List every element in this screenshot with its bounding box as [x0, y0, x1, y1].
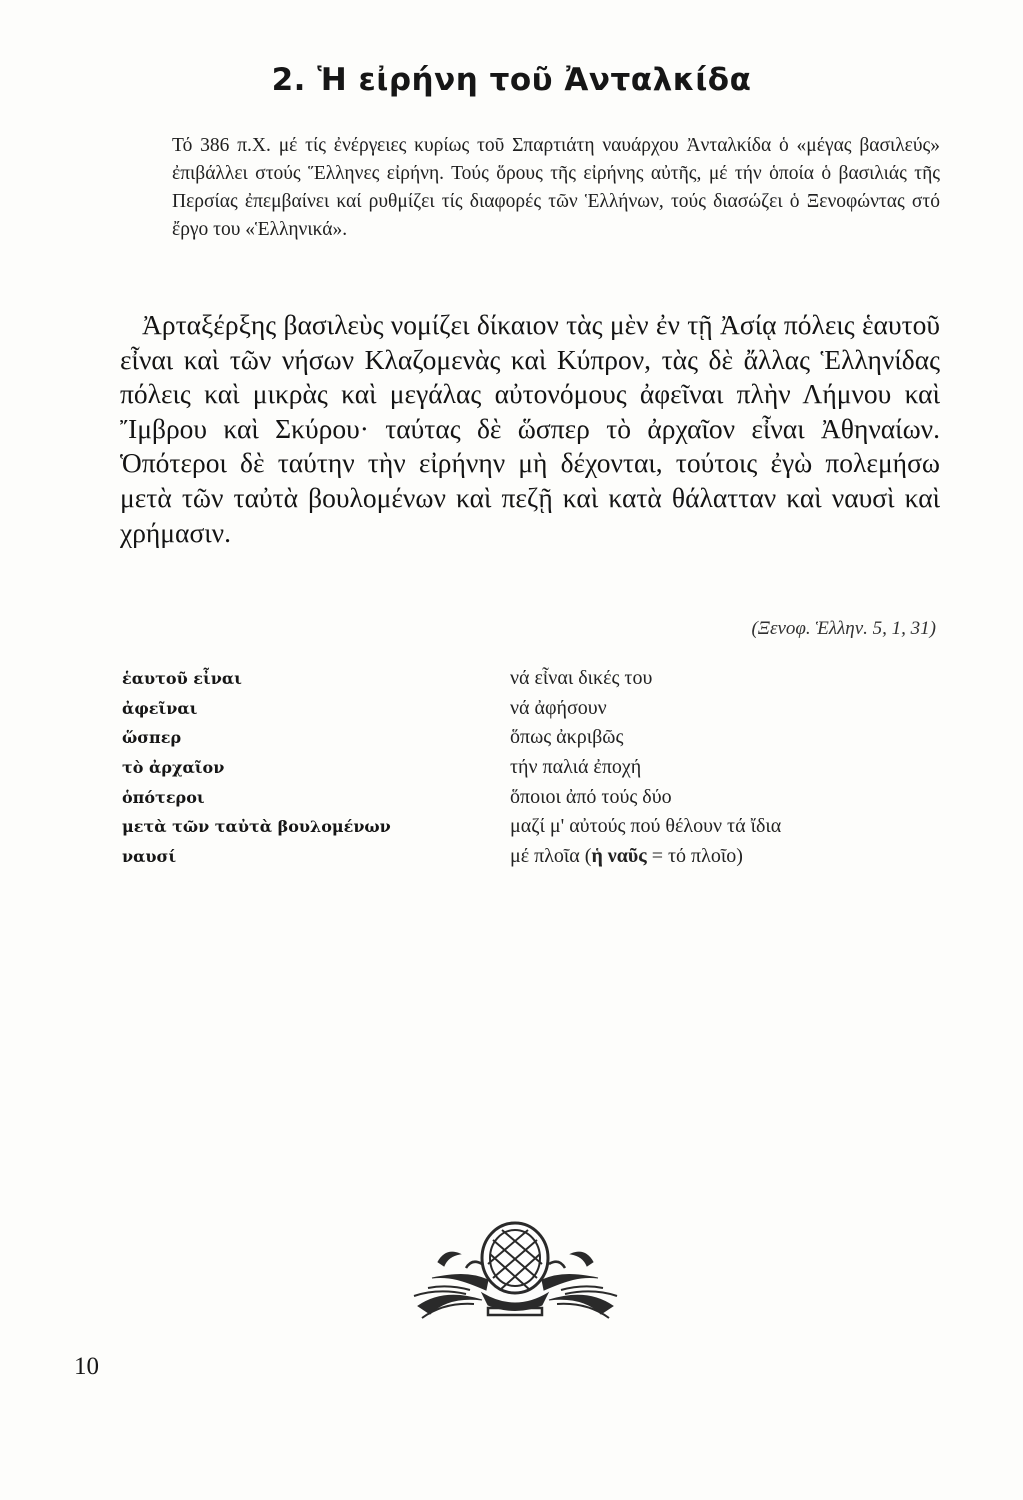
source-citation: (Ξενοφ. Ἑλλην. 5, 1, 31) [751, 618, 936, 639]
glossary-meaning: ὅπως ἀκριβῶς [510, 726, 624, 749]
decorative-ornament-icon [408, 1218, 623, 1330]
glossary-term: ἀφεῖναι [122, 698, 198, 718]
glossary-meaning: νά εἶναι δικές του [510, 667, 653, 689]
glossary-meaning: τήν παλιά ἐποχή [510, 756, 642, 779]
intro-paragraph: Τό 386 π.Χ. μέ τίς ἐνέργειες κυρίως τοῦ Σπαρτιάτη ναυάρχου Ἀνταλκίδα ὁ «μέγας βασιλεύς» ἐπιβάλλει στούς Ἕλληνες εἰρήνη. Τούς ὅρους τῆς εἰρήνης αὐτῆς, μέ τήν ὁποία ὁ βασιλιάς τῆς Περσίας ἐπεμβαίνει καί ρυθμίζει τίς διαφορές τῶν Ἑλλήνων, τούς διασώζει ὁ Ξενοφώντας στό ἔργο του «Ἑλληνικά». [172, 135, 940, 240]
passage-text: Ἀρταξέρξης βασιλεὺς νομίζει δίκαιον τὰς μὲν ἐν τῇ Ἀσίᾳ πόλεις ἑαυτοῦ εἶναι καὶ τῶν νήσων Κλαζομενὰς καὶ Κύπρον, τὰς δὲ ἄλλας Ἑλληνίδας πόλεις καὶ μικρὰς καὶ μεγάλας αὐτονόμους ἀφεῖναι πλὴν Λήμνου καὶ Ἴμβρου καὶ Σκύρου· ταύτας δὲ ὥσπερ τὸ ἀρχαῖον εἶναι Ἀθηναίων. Ὁπότεροι δὲ ταύτην τὴν εἰρήνην μὴ δέχονται, τούτοις ἐγὼ πολεμήσω μετὰ τῶν ταὐτὰ βουλομένων καὶ πεζῇ καὶ κατὰ θάλατταν καὶ ναυσὶ καὶ χρήμασιν. [120, 309, 940, 548]
glossary-term: ὥσπερ [122, 728, 182, 748]
glossary-meaning-bold: ἡ ναῦς [591, 845, 647, 868]
glossary-meaning [510, 842, 781, 872]
glossary-terms [122, 664, 391, 872]
glossary-meaning-start: μέ πλοῖα ( [510, 845, 592, 868]
glossary-term: τὸ ἀρχαῖον [122, 758, 225, 778]
glossary-term: ναυσί [122, 847, 177, 867]
glossary-meanings [510, 664, 781, 872]
glossary-meaning: μαζί μ' αὐτούς πού θέλουν τά ἴδια [510, 815, 782, 838]
section-title: 2. Ἡ εἰρήνη τοῦ Ἀνταλκίδα [271, 62, 752, 98]
glossary-meaning: ὅποιοι ἀπό τούς δύο [510, 785, 672, 808]
glossary-meaning-end: = τό πλοῖο) [646, 845, 743, 868]
page-number: 10 [74, 1353, 99, 1380]
glossary-term: ὁπότεροι [122, 787, 205, 807]
glossary-term: ἑαυτοῦ εἶναι [122, 669, 242, 688]
ancient-text-passage [120, 308, 940, 550]
glossary-meaning: νά ἀφήσουν [510, 696, 607, 719]
glossary-term: μετὰ τῶν ταὐτὰ βουλομένων [122, 817, 391, 837]
